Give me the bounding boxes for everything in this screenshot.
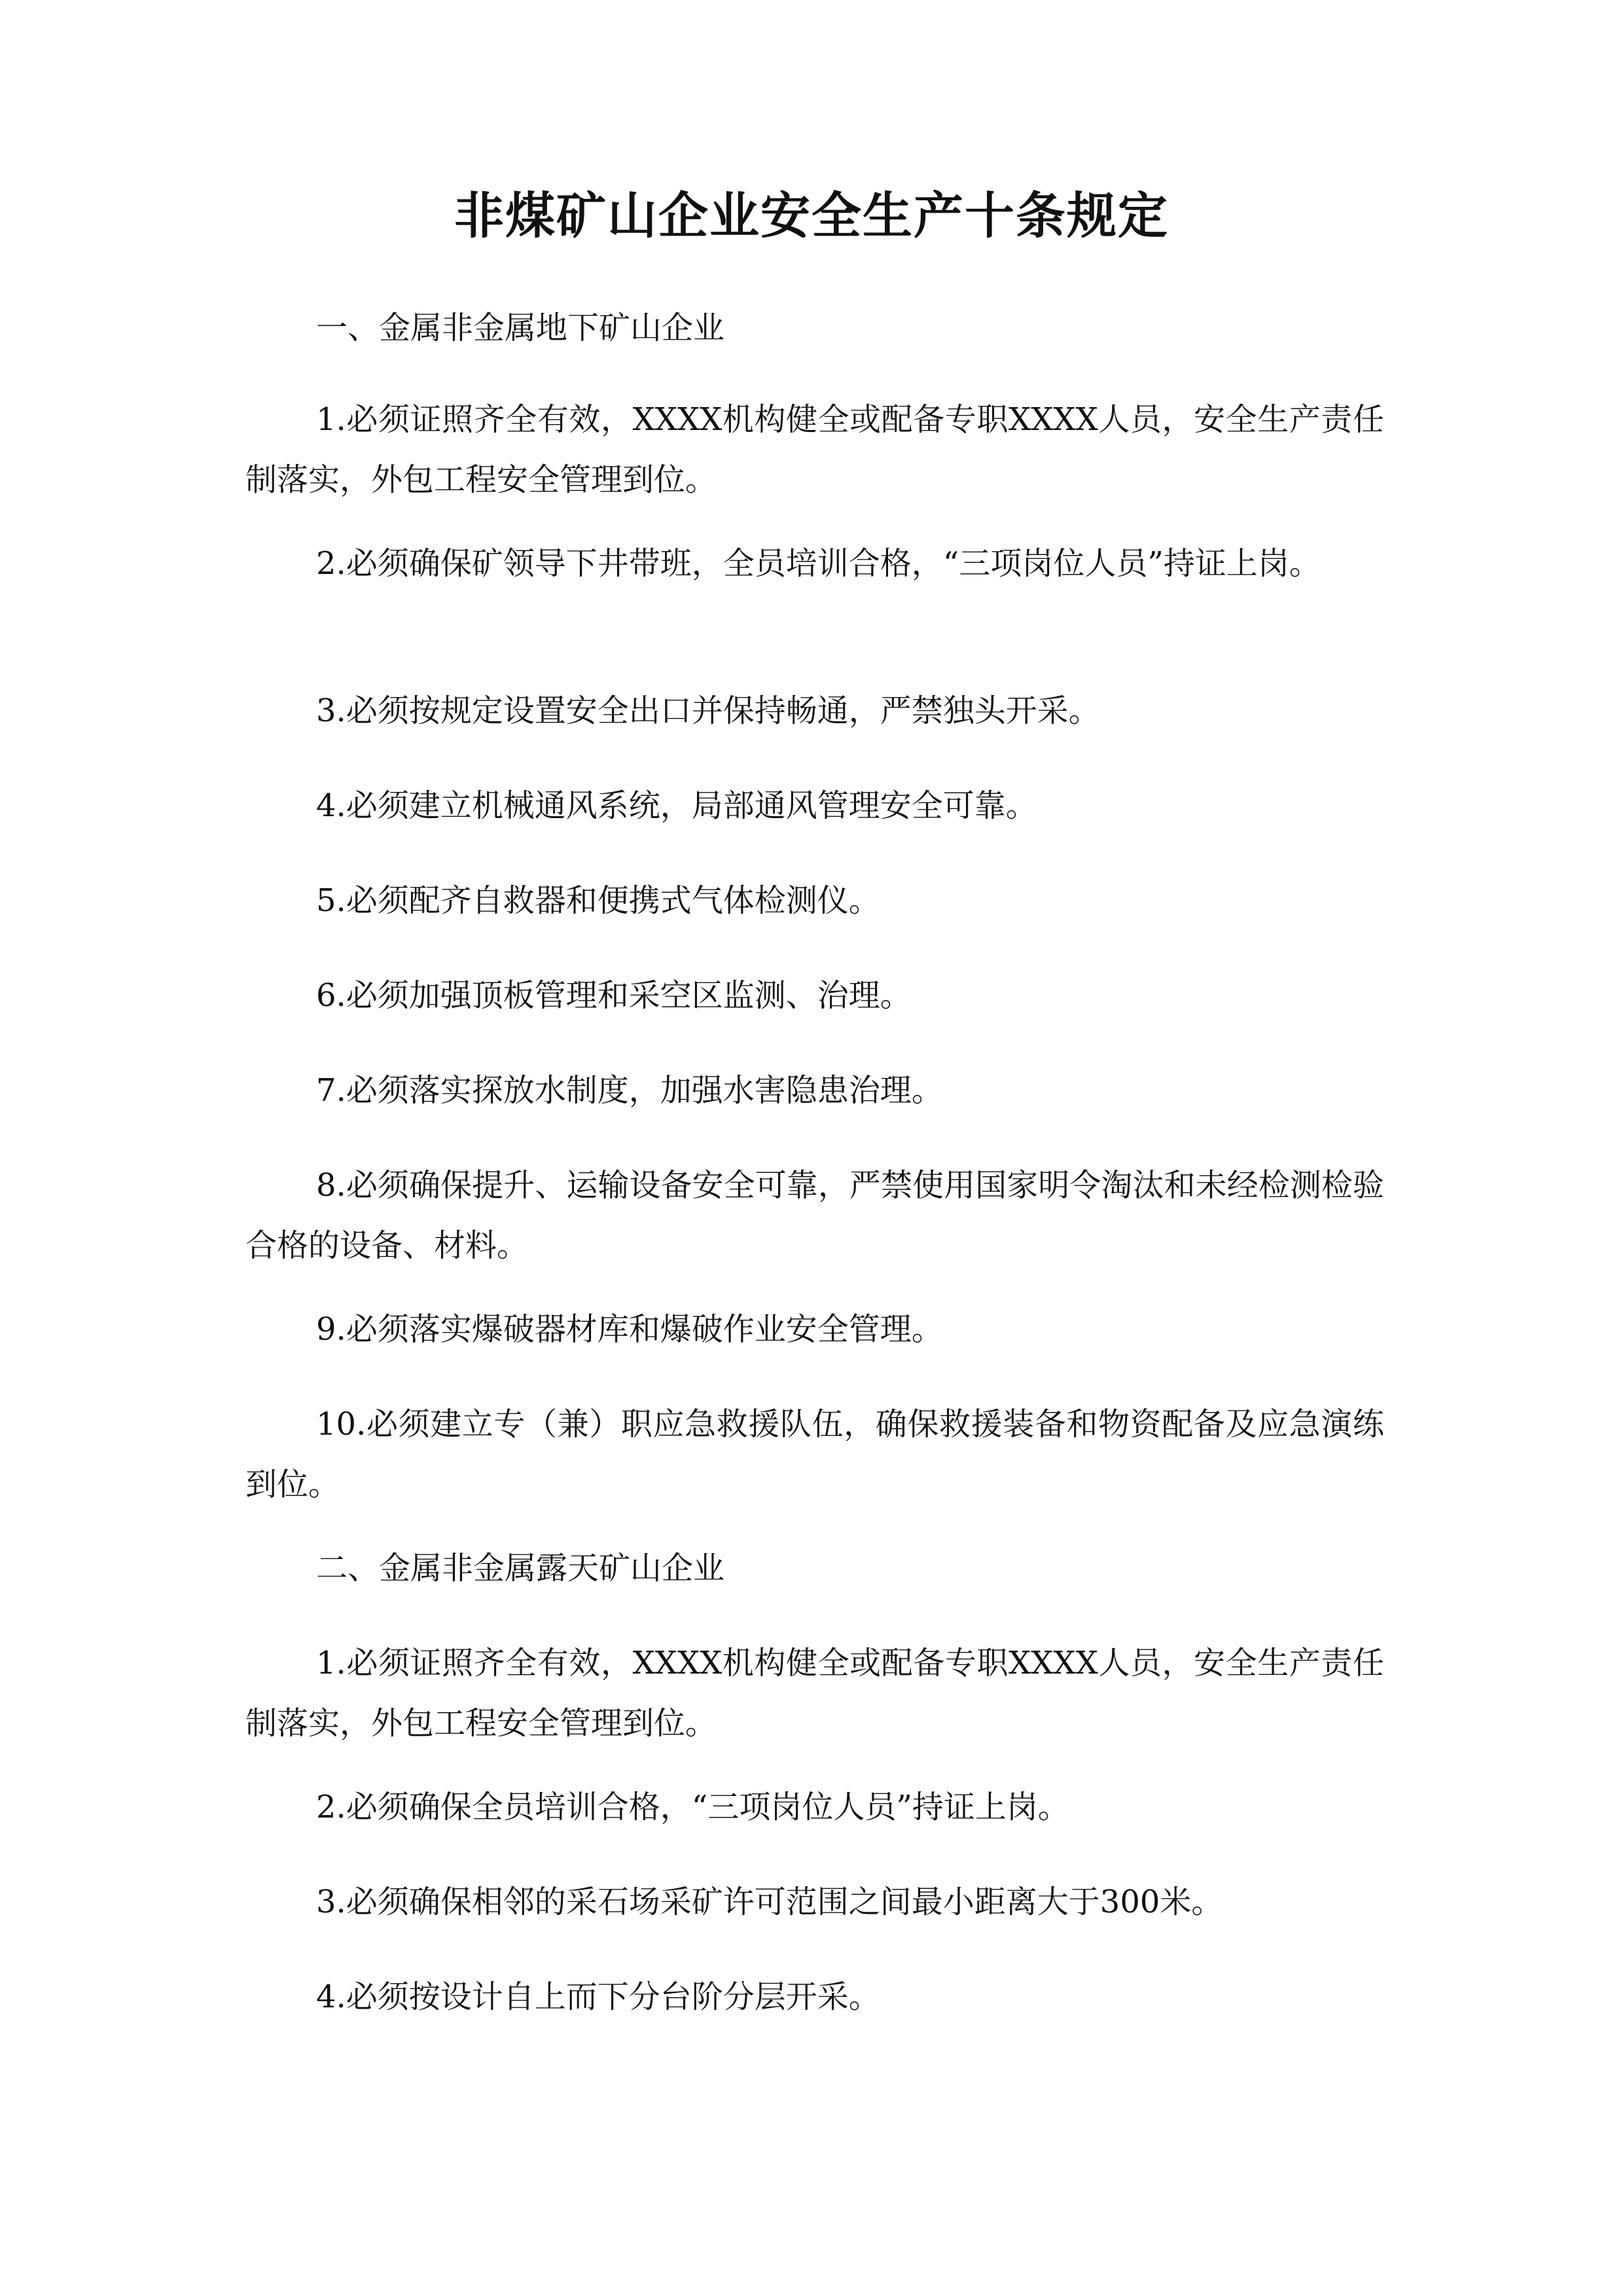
list-item: 4.必须按设计自上而下分台阶分层开采。 [316, 1979, 880, 2015]
list-item: 3.必须确保相邻的采石场采矿许可范围之间最小距离大于300米。 [316, 1884, 1223, 1920]
list-item: 6.必须加强顶板管理和采空区监测、治理。 [316, 977, 912, 1014]
list-item: 4.必须建立机械通风系统，局部通风管理安全可靠。 [316, 787, 1037, 824]
section-heading-1: 一、金属非金属地下矿山企业 [316, 310, 725, 346]
list-item: 7.必须落实探放水制度，加强水害隐患治理。 [316, 1072, 943, 1109]
document-title: 非煤矿山企业安全生产十条规定 [454, 187, 1169, 245]
list-item: 2.必须确保全员培训合格，“三项岗位人员”持证上岗。 [316, 1789, 1069, 1825]
list-item: 9.必须落实爆破器材库和爆破作业安全管理。 [316, 1311, 943, 1348]
list-item: 1.必须证照齐全有效，XXXX机构健全或配备专职XXXX人员，安全生产责任制落实，外包工程安全管理到位。 [245, 401, 1384, 498]
list-item: 8.必须确保提升、运输设备安全可靠，严禁使用国家明令淘汰和未经检测检验合格的设备、材料。 [245, 1167, 1384, 1264]
list-item: 2.必须确保矿领导下井带班，全员培训合格，“三项岗位人员”持证上岗。 [316, 545, 1321, 582]
section-heading-2: 二、金属非金属露天矿山企业 [316, 1550, 725, 1587]
list-item: 10.必须建立专（兼）职应急救援队伍，确保救援装备和物资配备及应急演练到位。 [245, 1406, 1384, 1503]
list-item: 5.必须配齐自救器和便携式气体检测仪。 [316, 882, 880, 919]
list-item: 3.必须按规定设置安全出口并保持畅通，严禁独头开采。 [316, 692, 1100, 729]
list-item: 1.必须证照齐全有效，XXXX机构健全或配备专职XXXX人员，安全生产责任制落实，外包工程安全管理到位。 [245, 1645, 1384, 1742]
